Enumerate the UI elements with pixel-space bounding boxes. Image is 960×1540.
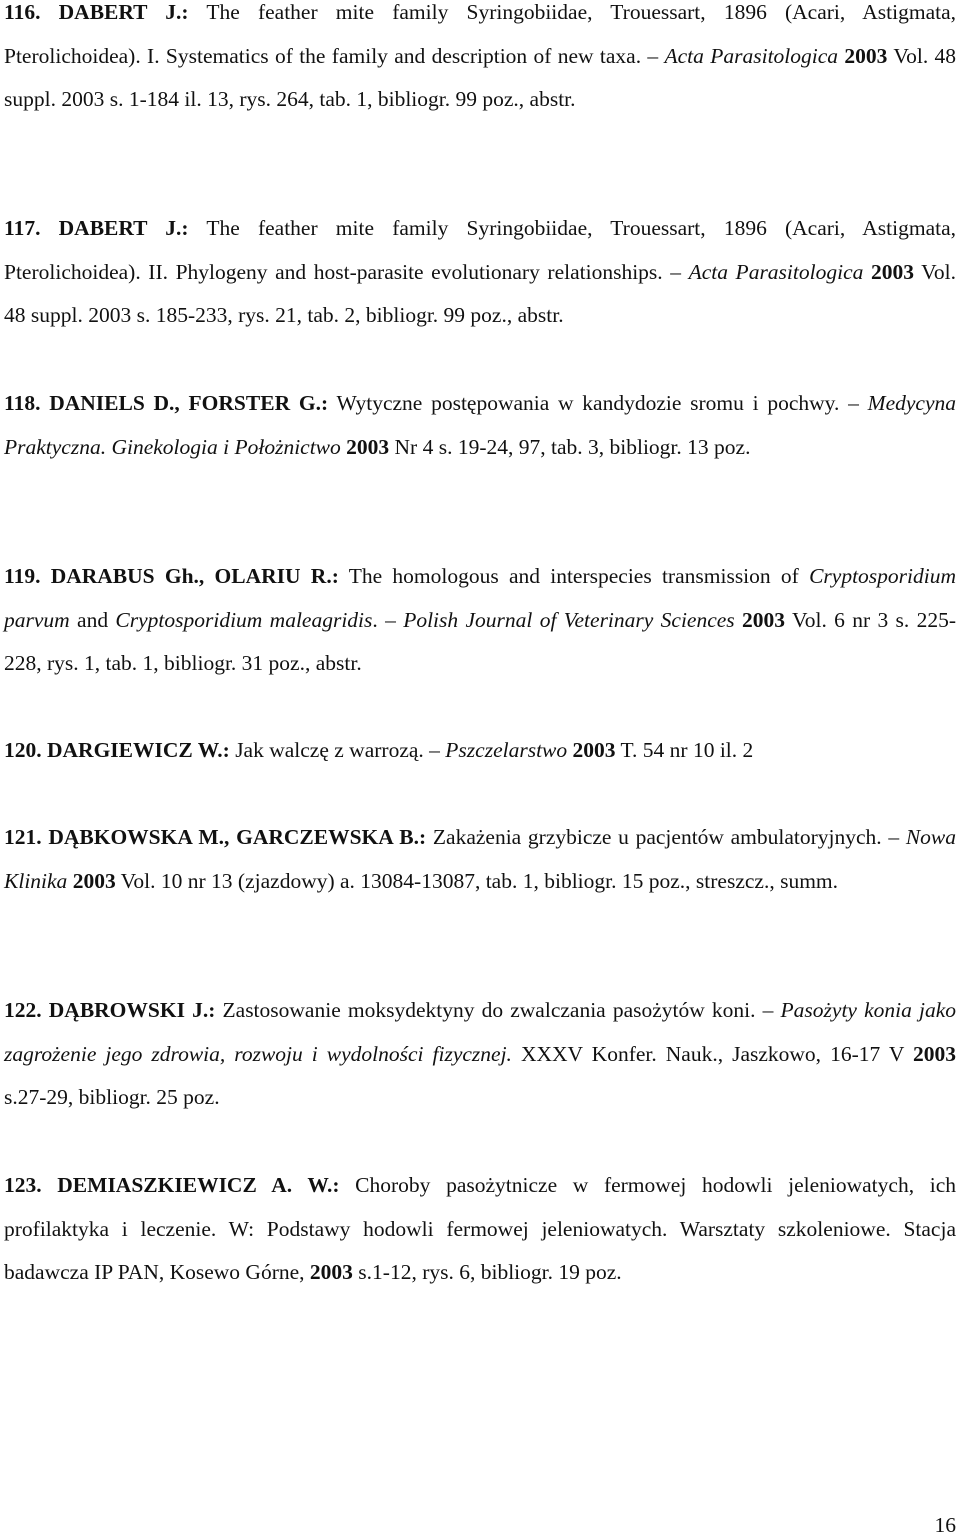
entry-separator: : [331,564,339,588]
entry-author: DEMIASZKIEWICZ A. W. [57,1173,333,1197]
entry-details: Vol. 10 nr 13 (zjazdowy) a. 13084-13087, tab. 1, bibliogr. 15 poz., streszcz., summ. [115,868,839,893]
entry-journal: Nowa Klinika [4,825,957,893]
entry-separator: : [320,391,329,415]
entry-number: 121. [4,825,42,849]
bibliography-entry-122 [4,989,956,1120]
entry-year: 2003 [742,607,786,632]
entry-number: 123. [4,1173,42,1197]
entry-title: . – [372,607,404,632]
entry-year: 2003 [572,738,616,762]
entry-number: 117. [4,216,41,240]
entry-author: DANIELS D., FORSTER G. [49,391,321,415]
entry-author: DĄBKOWSKA M., GARCZEWSKA B. [48,825,420,849]
entry-species-name: Cryptosporidium parvum [4,564,956,632]
entry-details: Vol. 48 suppl. 2003 s. 1-184 il. 13, rys. 264, tab. 1, bibliogr. 99 poz., abstr. [4,43,957,111]
entry-separator: : [419,825,427,849]
entry-separator: : [222,738,230,762]
entry-separator: : [181,0,189,24]
entry-title: The feather mite family Syringobiidae, Trouessart, 1896 (Acari, Astigmata, Pterolichoidea). II. Phylogeny and host-parasite evolutionary relationships. – [4,216,957,284]
bibliography-entry-117 [4,207,956,338]
entry-title: The homologous and interspecies transmission of [338,564,810,588]
entry-journal: Pszczelarstwo [445,738,568,762]
entry-year: 2003 [72,868,116,893]
entry-details: Nr 4 s. 19-24, 97, tab. 3, bibliogr. 13 poz. [389,434,751,459]
entry-author: DABERT J. [58,0,182,24]
entry-details: T. 54 nr 10 il. 2 [615,738,754,762]
page-number: 16 [934,1513,956,1537]
entry-title: and [69,607,116,632]
entry-details: s.27-29, bibliogr. 25 poz. [4,1085,220,1109]
entry-year: 2003 [870,259,914,284]
entry-number: 122. [4,998,42,1022]
entry-number: 116. [4,0,41,24]
entry-title: Wytyczne postępowania w kandydozie sromu i pochwy. – [328,391,868,415]
bibliography-entry-121 [4,816,956,903]
entry-author: DARGIEWICZ W. [47,738,223,762]
bibliography-entry-116 [4,0,956,122]
entry-title: Zakażenia grzybicze u pacjentów ambulatoryjnych. – [426,825,906,849]
entry-year: 2003 [844,43,888,68]
entry-title: Jak walczę z warrozą. – [229,738,446,762]
entry-author: DARABUS Gh., OLARIU R. [50,564,332,588]
entry-journal: Pasożyty konia jako zagrożenie jego zdrowia, rozwoju i wydolności fizycznej. [4,998,956,1066]
entry-year: 2003 [346,434,390,459]
entry-details: XXXV Konfer. Nauk., Jaszkowo, 16-17 V [511,1041,913,1066]
entry-title: The feather mite family Syringobiidae, Trouessart, 1896 (Acari, Astigmata, Pterolichoidea). I. Systematics of the family and description of new taxa. – [4,0,957,68]
bibliography-entry-120 [4,729,956,773]
entry-details: Vol. 6 nr 3 s. 225-228, rys. 1, tab. 1, bibliogr. 31 poz., abstr. [4,607,957,675]
entry-number: 119. [4,564,41,588]
entry-year: 2003 [309,1260,353,1284]
entry-journal: Polish Journal of Veterinary Sciences [403,607,735,632]
entry-separator: : [332,1173,340,1197]
bibliography-entry-123 [4,1164,956,1295]
entry-journal: Acta Parasitologica [688,259,864,284]
entry-separator: : [181,216,189,240]
entry-year: 2003 [913,1041,956,1066]
entry-title: Choroby pasożytnicze w fermowej hodowli jeleniowatych, ich profilaktyka i leczenie. W: Podstawy hodowli fermowej jeleniowatych. Warsztaty szkoleniowe. Stacja badawcza IP PAN, Kosewo Górne, [4,1173,956,1284]
entry-details: s.1-12, rys. 6, bibliogr. 19 poz. [352,1260,622,1284]
entry-author: DABERT J. [58,216,182,240]
bibliography-entry-118 [4,382,956,469]
entry-species-name: Cryptosporidium maleagridis [115,607,373,632]
bibliography-entry-119 [4,555,956,686]
entry-separator: : [208,998,216,1022]
entry-journal: Medycyna Praktyczna. Ginekologia i Położnictwo [4,391,956,459]
entry-author: DĄBROWSKI J. [48,998,209,1022]
entry-journal: Acta Parasitologica [664,43,839,68]
entry-number: 120. [4,738,42,762]
entry-details: Vol. 48 suppl. 2003 s. 185-233, rys. 21, tab. 2, bibliogr. 99 poz., abstr. [4,259,957,327]
entry-number: 118. [4,391,41,415]
entry-title: Zastosowanie moksydektyny do zwalczania pasożytów koni. – [215,998,781,1022]
